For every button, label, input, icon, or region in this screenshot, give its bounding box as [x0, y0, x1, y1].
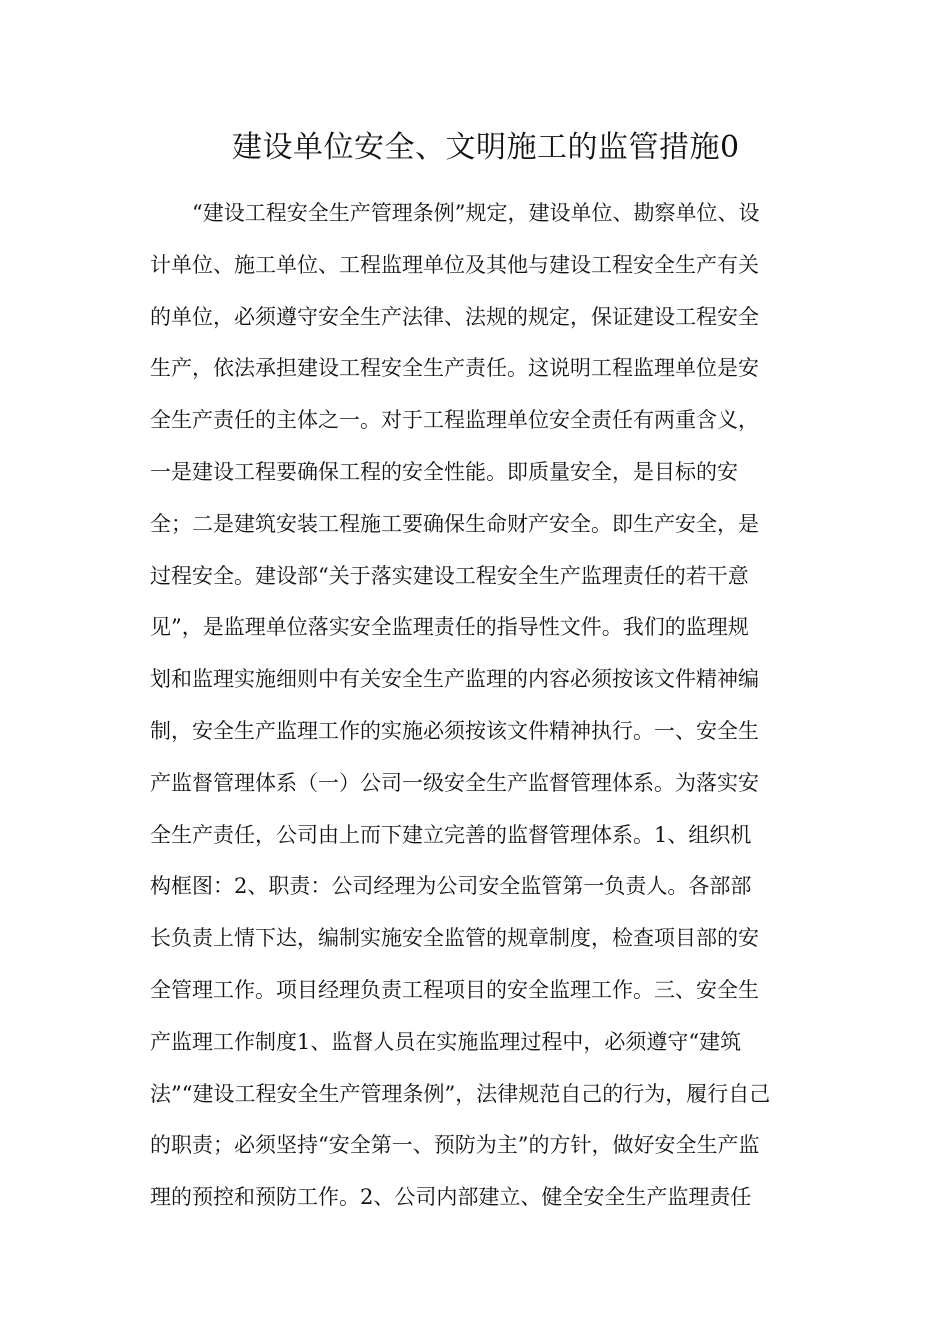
body-line: 全生产责任，公司由上而下建立完善的监督管理体系。1、组织机 — [150, 822, 752, 847]
body-line: 全管理工作。项目经理负责工程项目的安全监理工作。三、安全生 — [150, 977, 759, 1002]
body-line: 全生产责任的主体之一。对于工程监理单位安全责任有两重含义， — [150, 408, 759, 433]
body-line: “建设工程安全生产管理条例”规定，建设单位、勘察单位、设 — [150, 201, 760, 225]
body-line: 全；二是建筑安装工程施工要确保生命财产安全。即生产安全，是 — [150, 511, 759, 536]
body-line: 见”，是监理单位落实安全监理责任的指导性文件。我们的监理规 — [150, 615, 749, 640]
body-line: 生产，依法承担建设工程安全生产责任。这说明工程监理单位是安 — [150, 356, 759, 381]
body-line: 产监督管理体系（一）公司一级安全生产监督管理体系。为落实安 — [150, 770, 759, 795]
body-line: 产监理工作制度1、监督人员在实施监理过程中，必须遵守“建筑 — [150, 1029, 742, 1054]
body-line: 理的预控和预防工作。2、公司内部建立、健全安全生产监理责任 — [150, 1185, 752, 1210]
document-body — [150, 196, 802, 1232]
body-line: 法”“建设工程安全生产管理条例”，法律规范自己的行为，履行自己 — [150, 1081, 771, 1106]
body-line: 制，安全生产监理工作的实施必须按该文件精神执行。一、安全生 — [150, 718, 759, 743]
body-line: 的单位，必须遵守安全生产法律、法规的规定，保证建设工程安全 — [150, 304, 759, 329]
body-line: 长负责上情下达，编制实施安全监管的规章制度，检查项目部的安 — [150, 926, 759, 951]
document-title: 建设单位安全、文明施工的监管措施0 — [232, 130, 740, 165]
body-line: 的职责；必须坚持“安全第一、预防为主”的方针，做好安全生产监 — [150, 1133, 760, 1158]
body-line: 一是建设工程要确保工程的安全性能。即质量安全，是目标的安 — [150, 459, 738, 484]
body-line: 过程安全。建设部“关于落实建设工程安全生产监理责任的若干意 — [150, 563, 749, 588]
body-line: 计单位、施工单位、工程监理单位及其他与建设工程安全生产有关 — [150, 252, 759, 277]
body-line: 构框图：2、职责：公司经理为公司安全监管第一负责人。各部部 — [150, 874, 752, 899]
body-line: 划和监理实施细则中有关安全生产监理的内容必须按该文件精神编 — [150, 667, 759, 692]
